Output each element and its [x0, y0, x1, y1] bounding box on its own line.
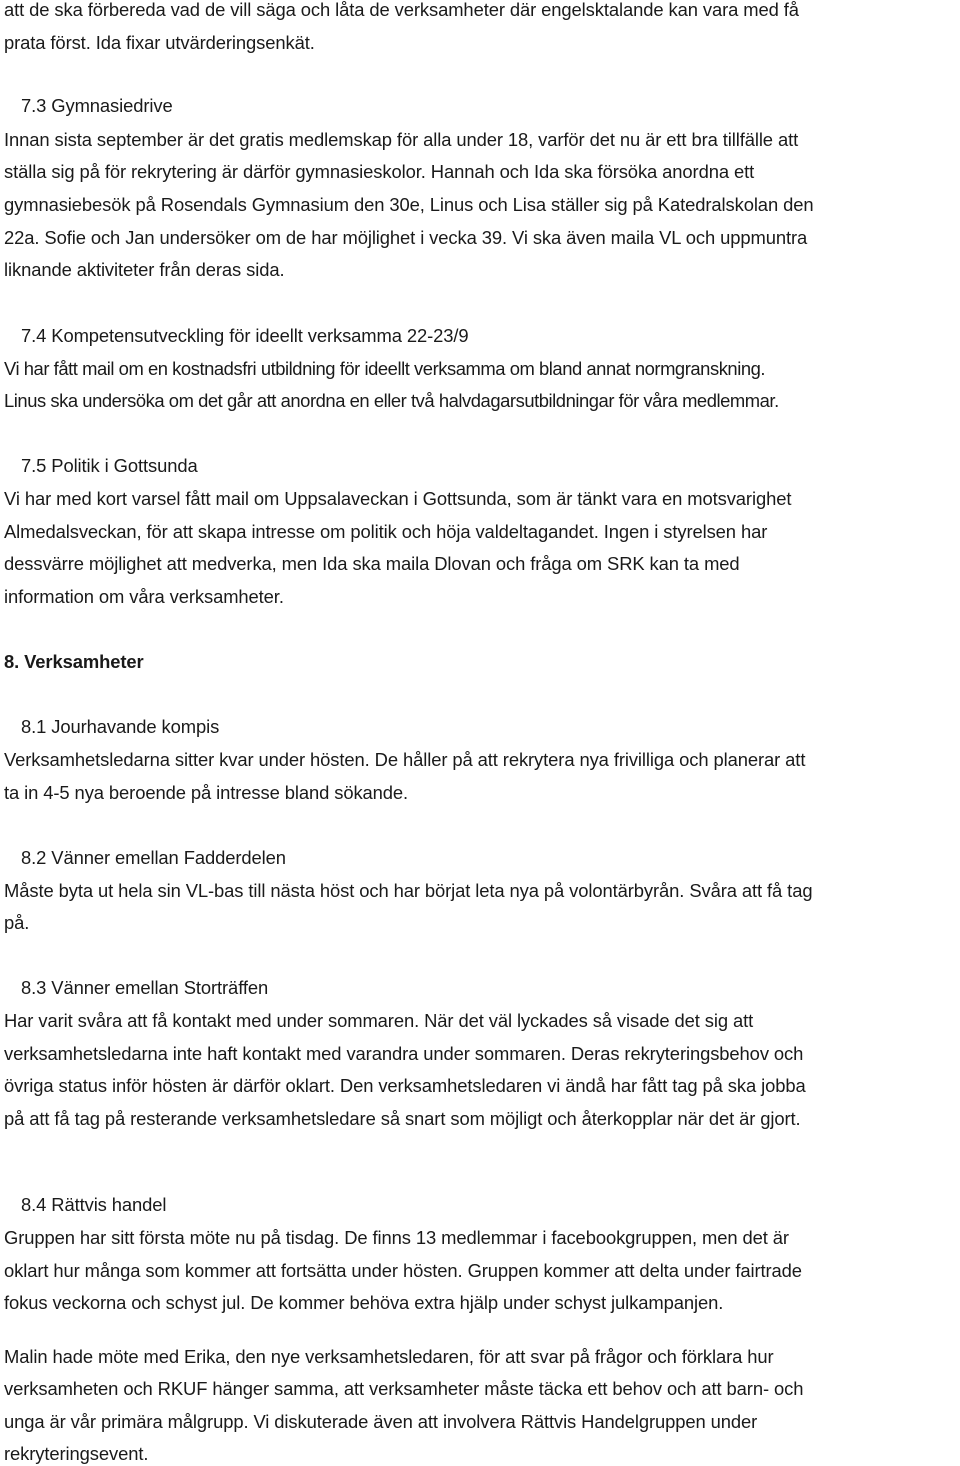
text-line: Innan sista september är det gratis medlemskap för alla under 18, varför det nu är ett bra tillfälle att: [4, 129, 799, 150]
text-line: dessvärre möjlighet att medverka, men Ida ska maila Dlovan och fråga om SRK kan ta med: [4, 553, 740, 574]
text-line: 22a. Sofie och Jan undersöker om de har möjlighet i vecka 39. Vi ska även maila VL och uppmuntra: [4, 227, 808, 248]
text-line: Vi har med kort varsel fått mail om Uppsalaveckan i Gottsunda, som är tänkt vara en motsvarighet: [4, 488, 792, 509]
text-line: gymnasiebesök på Rosendals Gymnasium den 30e, Linus och Lisa ställer sig på Katedralskolan den: [4, 194, 814, 215]
text-line: på att få tag på resterande verksamhetsledare så snart som möjligt och återkopplar när det är gjort.: [4, 1108, 801, 1129]
section-heading: 8.2 Vänner emellan Fadderdelen: [21, 847, 286, 868]
text-line: unga är vår primära målgrupp. Vi diskuterade även att involvera Rättvis Handelgruppen under: [4, 1411, 758, 1432]
text-line: oklart hur många som kommer att fortsätta under hösten. Gruppen kommer att delta under fairtrade: [4, 1260, 802, 1281]
text-line: verksamhetsledarna inte haft kontakt med varandra under sommaren. Deras rekryteringsbehov och: [4, 1043, 804, 1064]
text-line: rekryteringsevent.: [4, 1443, 149, 1464]
text-line: övriga status inför hösten är därför oklart. Den verksamhetsledaren vi ändå har fått tag på ska jobba: [4, 1075, 806, 1096]
section-heading: 7.3 Gymnasiedrive: [21, 95, 173, 116]
text-line: ställa sig på för rekrytering är därför gymnasieskolor. Hannah och Ida ska försöka anordna ett: [4, 161, 755, 182]
text-line: Linus ska undersöka om det går att anordna en eller två halvdagarsutbildningar för våra medlemmar.: [4, 390, 779, 411]
text-line: ta in 4-5 nya beroende på intresse bland sökande.: [4, 782, 409, 803]
text-line: liknande aktiviteter från deras sida.: [4, 259, 285, 280]
text-line: Malin hade möte med Erika, den nye verksamhetsledaren, för att svar på frågor och förklara hur: [4, 1346, 774, 1367]
section-heading: 8.4 Rättvis handel: [21, 1194, 167, 1215]
text-line: att de ska förbereda vad de vill säga och låta de verksamheter där engelsktalande kan vara med få: [4, 0, 799, 20]
text-line: Vi har fått mail om en kostnadsfri utbildning för ideellt verksamma om bland annat normgranskning.: [4, 358, 766, 379]
text-line: på.: [4, 912, 30, 933]
section-heading: 8.3 Vänner emellan Storträffen: [21, 977, 269, 998]
text-line: Gruppen har sitt första möte nu på tisdag. De finns 13 medlemmar i facebookgruppen, men det är: [4, 1227, 789, 1248]
text-line: verksamheten och RKUF hänger samma, att verksamheter måste täcka ett behov och att barn- och: [4, 1378, 804, 1399]
section-heading: 8.1 Jourhavande kompis: [21, 716, 220, 737]
text-line: Almedalsveckan, för att skapa intresse om politik och höja valdeltagandet. Ingen i styrelsen har: [4, 521, 768, 542]
text-line: Verksamhetsledarna sitter kvar under hösten. De håller på att rekrytera nya frivilliga och planerar att: [4, 749, 806, 770]
text-line: Har varit svåra att få kontakt med under sommaren. När det väl lyckades så visade det sig att: [4, 1010, 754, 1031]
text-line: information om våra verksamheter.: [4, 586, 284, 607]
text-line: fokus veckorna och schyst jul. De kommer behöva extra hjälp under schyst julkampanjen.: [4, 1292, 724, 1313]
section-heading: 7.5 Politik i Gottsunda: [21, 455, 198, 476]
section-heading: 7.4 Kompetensutveckling för ideellt verksamma 22-23/9: [21, 325, 469, 346]
text-line: prata först. Ida fixar utvärderingsenkät.: [4, 32, 315, 53]
section-heading: 8. Verksamheter: [4, 651, 144, 672]
text-line: Måste byta ut hela sin VL-bas till nästa höst och har börjat leta nya på volontärbyrån. Svåra att få tag: [4, 880, 813, 901]
